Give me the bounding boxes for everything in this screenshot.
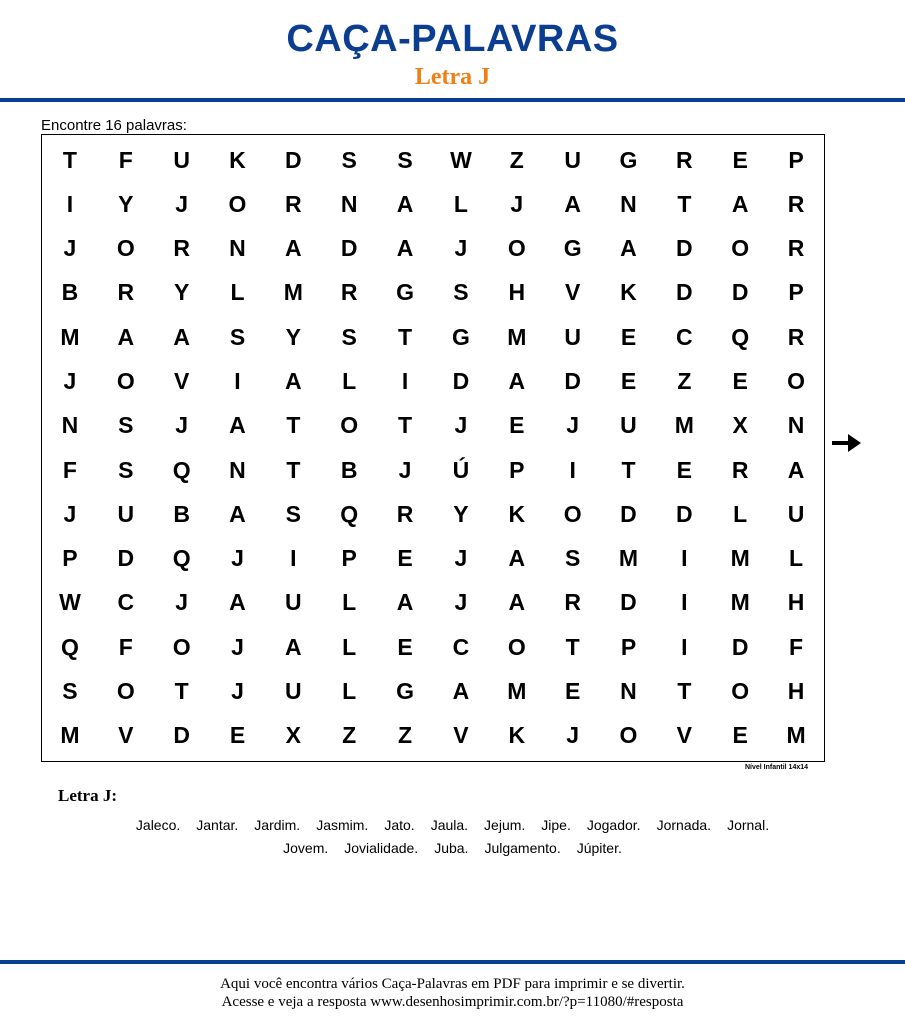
grid-letter: E	[732, 146, 748, 173]
grid-letter: A	[173, 323, 190, 350]
grid-letter: Q	[731, 323, 750, 350]
word-list-line-1	[20, 817, 885, 833]
grid-letter: C	[117, 589, 135, 616]
grid-letter: W	[59, 589, 81, 616]
grid-letter: E	[676, 456, 693, 483]
grid-letter: B	[61, 279, 79, 306]
grid-letter: A	[508, 545, 526, 572]
grid-letter: F	[789, 633, 804, 660]
grid-letter: D	[676, 235, 693, 262]
grid-letter: T	[621, 456, 636, 483]
grid-letter: L	[342, 589, 357, 616]
grid-letter: U	[564, 323, 581, 350]
grid-letter: M	[60, 722, 80, 749]
grid-cells	[42, 135, 824, 761]
grid-letter: D	[731, 279, 749, 306]
grid-letter: J	[566, 412, 580, 439]
grid-letter: H	[787, 678, 805, 705]
grid-letter: U	[117, 500, 135, 527]
grid-letter: U	[787, 500, 805, 527]
grid-letter: S	[62, 678, 78, 705]
grid-letter: G	[396, 678, 415, 705]
grid-letter: I	[401, 368, 409, 395]
grid-letter: H	[508, 279, 526, 306]
grid-letter: Ú	[452, 456, 470, 483]
grid-letter: J	[175, 190, 189, 217]
grid-letter: U	[620, 412, 637, 439]
grid-letter: Y	[173, 279, 190, 306]
grid-letter: M	[730, 545, 750, 572]
grid-letter: V	[564, 279, 581, 306]
grid-letter: B	[173, 500, 190, 527]
grid-letter: E	[397, 633, 413, 660]
grid-letter: O	[563, 500, 582, 527]
grid-letter: K	[508, 722, 526, 749]
grid-letter: I	[681, 545, 688, 572]
grid-letter: M	[730, 589, 750, 616]
grid-letter: S	[118, 412, 134, 439]
grid-letter: O	[172, 633, 191, 660]
grid-letter: E	[229, 722, 246, 749]
grid-letter: G	[563, 235, 582, 262]
grid-letter: S	[397, 146, 413, 173]
grid-letter: R	[731, 456, 749, 483]
grid-letter: Q	[60, 633, 79, 660]
grid-letter: P	[62, 545, 78, 572]
grid-letter: R	[340, 279, 358, 306]
grid-letter: D	[452, 368, 470, 395]
grid-letter: Z	[398, 722, 413, 749]
grid-letter: L	[342, 633, 357, 660]
grid-letter: L	[230, 279, 245, 306]
grid-letter: E	[620, 323, 637, 350]
grid-letter: O	[340, 412, 359, 439]
grid-letter: D	[620, 589, 637, 616]
grid-letter: O	[787, 368, 806, 395]
word-item: Jejum.	[484, 817, 526, 833]
grid-letter: I	[66, 190, 74, 217]
grid-letter: D	[731, 633, 749, 660]
grid-letter: S	[564, 545, 581, 572]
grid-letter: A	[229, 589, 246, 616]
grid-letter: U	[285, 678, 302, 705]
grid-letter: E	[509, 412, 525, 439]
grid-letter: O	[731, 235, 750, 262]
grid-letter: A	[229, 412, 246, 439]
grid-letter: O	[228, 190, 247, 217]
grid-letter: J	[398, 456, 412, 483]
grid-letter: I	[290, 545, 297, 572]
grid-letter: K	[508, 500, 526, 527]
grid-letter: N	[620, 190, 637, 217]
grid-letter: Q	[172, 456, 191, 483]
grid-letter: Z	[677, 368, 692, 395]
word-item: Jasmim.	[316, 817, 369, 833]
grid-letter: U	[285, 589, 302, 616]
grid-letter: A	[396, 589, 414, 616]
grid-letter: P	[788, 279, 804, 306]
grid-letter: O	[507, 633, 526, 660]
word-item: Juba.	[434, 840, 469, 856]
arrow-right-icon	[830, 432, 862, 454]
grid-letter: A	[285, 235, 302, 262]
instructions-text: Encontre 16 palavras:	[41, 117, 187, 134]
grid-letter: M	[507, 678, 527, 705]
footer-text: Aqui você encontra vários Caça-Palavras em PDF para imprimir e se divertir.	[220, 976, 685, 992]
grid-letter: A	[787, 456, 805, 483]
grid-letter: J	[175, 589, 189, 616]
grid-letter: R	[173, 235, 190, 262]
grid-letter: G	[396, 279, 415, 306]
grid-letter: O	[116, 235, 135, 262]
page-subtitle: Letra J	[414, 64, 491, 90]
grid-letter: R	[285, 190, 302, 217]
word-item: Jornal.	[727, 817, 770, 833]
grid-letter: W	[450, 146, 472, 173]
grid-letter: E	[564, 678, 581, 705]
grid-letter: V	[118, 722, 134, 749]
word-item: Julgamento.	[484, 840, 561, 856]
grid-letter: A	[285, 368, 302, 395]
grid-letter: D	[620, 500, 637, 527]
grid-letter: F	[118, 633, 133, 660]
grid-letter: S	[285, 500, 302, 527]
grid-letter: C	[676, 323, 693, 350]
grid-letter: A	[564, 190, 581, 217]
grid-letter: N	[61, 412, 79, 439]
grid-letter: J	[175, 412, 189, 439]
grid-letter: M	[283, 279, 303, 306]
grid-letter: D	[285, 146, 302, 173]
grid-letter: T	[677, 190, 692, 217]
grid-letter: J	[454, 589, 468, 616]
grid-letter: D	[340, 235, 358, 262]
grid-letter: J	[454, 235, 468, 262]
grid-letter: J	[454, 545, 468, 572]
grid-letter: I	[234, 368, 241, 395]
word-item: Jardim.	[254, 817, 301, 833]
grid-letter: S	[341, 146, 357, 173]
grid-letter: P	[788, 146, 804, 173]
grid-letter: T	[398, 412, 413, 439]
grid-letter: A	[508, 589, 526, 616]
grid-letter: F	[62, 456, 77, 483]
grid-letter: R	[676, 146, 693, 173]
grid-letter: D	[676, 279, 693, 306]
grid-letter: J	[454, 412, 468, 439]
grid-letter: X	[732, 412, 748, 439]
word-item: Jantar.	[196, 817, 239, 833]
grid-letter: O	[116, 678, 135, 705]
bottom-divider	[0, 960, 905, 964]
grid-letter: U	[564, 146, 581, 173]
grid-letter: M	[60, 323, 80, 350]
grid-letter: L	[342, 678, 357, 705]
grid-letter: Y	[453, 500, 469, 527]
grid-letter: A	[731, 190, 749, 217]
grid-letter: N	[229, 456, 246, 483]
grid-letter: M	[786, 722, 806, 749]
grid-letter: L	[453, 190, 468, 217]
grid-letter: O	[507, 235, 526, 262]
grid-letter: T	[398, 323, 413, 350]
grid-letter: D	[564, 368, 581, 395]
grid-letter: B	[340, 456, 358, 483]
word-item: Jaula.	[430, 817, 469, 833]
grid-letter: P	[509, 456, 525, 483]
grid-letter: A	[452, 678, 470, 705]
footer-link-text: Acesse e veja a resposta www.desenhosimprimir.com.br/?p=11080/#resposta	[221, 994, 684, 1010]
grid-letter: R	[787, 323, 805, 350]
grid-letter: Y	[118, 190, 134, 217]
page-title: CAÇA-PALAVRAS	[286, 18, 619, 60]
grid-letter: D	[676, 500, 693, 527]
level-label: Nível Infantil 14x14	[745, 764, 809, 771]
grid-letter: V	[453, 722, 469, 749]
grid-letter: V	[676, 722, 693, 749]
grid-letter: O	[619, 722, 638, 749]
grid-letter: S	[453, 279, 469, 306]
grid-letter: M	[618, 545, 639, 572]
grid-letter: S	[118, 456, 134, 483]
grid-letter: F	[118, 146, 133, 173]
grid-letter: L	[342, 368, 357, 395]
grid-letter: T	[565, 633, 580, 660]
grid-letter: J	[231, 545, 244, 572]
grid-letter: E	[620, 368, 637, 395]
grid-letter: J	[231, 633, 244, 660]
grid-letter: J	[63, 235, 77, 262]
grid-letter: A	[620, 235, 637, 262]
word-item: Jaleco.	[135, 817, 181, 833]
grid-letter: D	[173, 722, 190, 749]
grid-letter: C	[452, 633, 470, 660]
grid-letter: A	[285, 633, 302, 660]
grid-letter: A	[117, 323, 135, 350]
word-item: Jogador.	[586, 817, 641, 833]
word-item: Júpiter.	[576, 840, 622, 856]
word-item: Jipe.	[541, 817, 571, 833]
grid-letter: J	[566, 722, 580, 749]
word-list-title: Letra J:	[58, 786, 118, 805]
grid-letter: S	[229, 323, 246, 350]
grid-letter: I	[681, 633, 688, 660]
grid-letter: T	[677, 678, 692, 705]
grid-letter: Z	[342, 722, 357, 749]
grid-letter: A	[396, 190, 414, 217]
grid-letter: N	[229, 235, 246, 262]
grid-letter: S	[341, 323, 357, 350]
grid-letter: H	[787, 589, 805, 616]
grid-letter: J	[63, 500, 77, 527]
top-divider	[0, 98, 905, 102]
grid-letter: J	[63, 368, 77, 395]
grid-letter: N	[787, 412, 805, 439]
grid-letter: G	[451, 323, 470, 350]
grid-letter: L	[789, 545, 804, 572]
grid-letter: A	[229, 500, 246, 527]
grid-letter: Y	[285, 323, 302, 350]
grid-letter: A	[396, 235, 414, 262]
grid-letter: G	[619, 146, 638, 173]
grid-letter: Q	[340, 500, 359, 527]
word-item: Jovem.	[283, 840, 329, 856]
grid-letter: J	[510, 190, 524, 217]
word-item: Jovialidade.	[344, 840, 419, 856]
grid-letter: R	[117, 279, 135, 306]
grid-letter: E	[397, 545, 413, 572]
grid-letter: R	[564, 589, 581, 616]
grid-letter: Z	[509, 146, 524, 173]
grid-letter: L	[733, 500, 748, 527]
grid-letter: U	[173, 146, 190, 173]
grid-letter: I	[569, 456, 576, 483]
grid-letter: N	[340, 190, 358, 217]
grid-letter: R	[787, 190, 805, 217]
grid-letter: T	[174, 678, 189, 705]
grid-letter: J	[231, 678, 244, 705]
grid-letter: E	[732, 722, 748, 749]
grid-letter: I	[681, 589, 688, 616]
grid-letter: E	[732, 368, 748, 395]
grid-letter: K	[620, 279, 637, 306]
grid-letter: T	[62, 146, 77, 173]
grid-letter: O	[731, 678, 750, 705]
grid-letter: K	[229, 146, 246, 173]
word-item: Jornada.	[656, 817, 712, 833]
word-list-line-2	[20, 840, 885, 856]
grid-letter: T	[286, 412, 301, 439]
grid-letter: R	[787, 235, 805, 262]
grid-letter: M	[507, 323, 527, 350]
grid-letter: R	[396, 500, 414, 527]
grid-letter: A	[508, 368, 526, 395]
word-search-grid	[41, 134, 825, 762]
grid-letter: Q	[172, 545, 191, 572]
grid-letter: P	[341, 545, 357, 572]
grid-letter: D	[117, 545, 135, 572]
grid-letter: M	[674, 412, 694, 439]
grid-letter: T	[286, 456, 301, 483]
grid-letter: O	[116, 368, 135, 395]
grid-letter: N	[620, 678, 637, 705]
grid-letter: P	[620, 633, 637, 660]
grid-letter: V	[173, 368, 190, 395]
word-item: Jato.	[384, 817, 415, 833]
grid-letter: X	[285, 722, 302, 749]
